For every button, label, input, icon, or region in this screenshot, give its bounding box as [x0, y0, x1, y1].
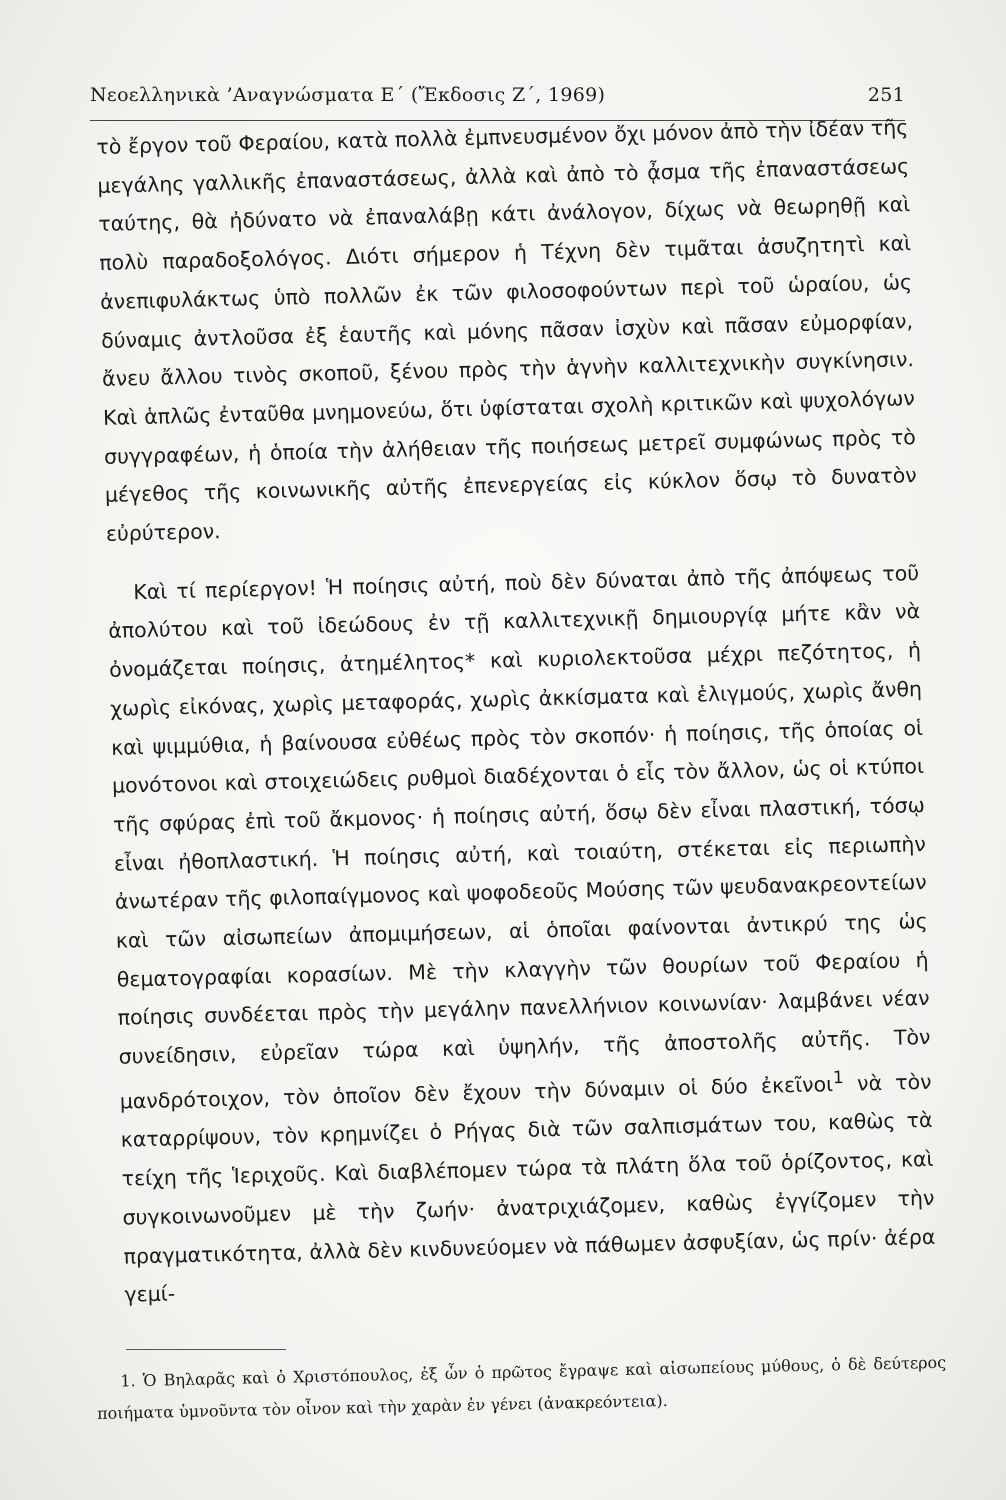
paragraph-2: [107, 554, 937, 1315]
running-head: [90, 84, 905, 106]
paragraph-2-text-end: νὰ τὸν καταρρίψουν, τὸν κρημνίζει ὁ Ρήγας διὰ τῶν σαλπισμάτων του, καθὼς τὰ τείχη τῆς Ἱεριχοῦς. Καὶ διαβλέπομεν τώρα τὰ πλάτη ὅλα τοῦ ὁρίζοντος, καὶ συγκοινωνοῦμεν μὲ τὴν ζωήν· ἀνατριχιάζομεν, καθὼς ἐγγίζομεν τὴν πραγματικότητα, ἀλλὰ δὲν κινδυνεύομεν νὰ πάθωμεν ἀσφυξίαν, ὡς πρίν· ἀέρα γεμί-: [120, 1069, 936, 1307]
footnote-rule: [126, 1349, 286, 1350]
paragraph-1: τὸ ἔργον τοῦ Φεραίου, κατὰ πολλὰ ἐμπνευσμένον ὄχι μόνον ἀπὸ τὴν ἰδέαν τῆς μεγάλης γαλλικῆς ἐπαναστάσεως, ἀλλὰ καὶ ἀπὸ τὸ ᾆσμα τῆς ἐπαναστάσεως ταύτης, θὰ ἠδύνατο νὰ ἐπαναλάβῃ κάτι ἀνάλογον, δίχως νὰ θεωρηθῇ καὶ πολὺ παραδοξολόγος. Διότι σήμερον ἡ Τέχνη δὲν τιμᾶται ἀσυζητητὶ καὶ ἀνεπιφυλάκτως ὑπὸ πολλῶν ἐκ τῶν φιλοσοφούντων περὶ τοῦ ὡραίου, ὡς δύναμις ἀντλοῦσα ἐξ ἑαυτῆς καὶ μόνης πᾶσαν ἰσχὺν καὶ πᾶσαν εὐμορφίαν, ἄνευ ἄλλου τινὸς σκοποῦ, ξένου πρὸς τὴν ἁγνὴν καλλιτεχνικὴν συγκίνησιν. Καὶ ἁπλῶς ἐνταῦθα μνημονεύω, ὅτι ὑφίσταται σχολὴ κριτικῶν καὶ ψυχολόγων συγγραφέων, ἡ ὁποία τὴν ἀλήθειαν τῆς ποιήσεως μετρεῖ συμφώνως πρὸς τὸ μέγεθος τῆς κοινωνικῆς αὐτῆς ἐπενεργείας εἰς κύκλον ὅσῳ τὸ δυνατὸν εὐρύτερον.: [96, 115, 918, 546]
footnote: [96, 1347, 947, 1430]
page-number: 251: [867, 84, 905, 106]
body-text: [96, 108, 937, 1314]
running-head-title: Νεοελληνικὰ ’Αναγνώσματα Ε΄ (Ἔκδοσις Ζ΄, 1969): [90, 84, 606, 106]
footnote-text: 1. Ὁ Βηλαρᾶς καὶ ὁ Χριστόπουλος, ἐξ ὧν ὁ πρῶτος ἔγραψε καὶ αἰσωπείους μύθους, ὁ δὲ δεύτερος ποιήματα ὑμνοῦντα τὸν οἶνον καὶ τὴν χαρὰν ἐν γένει (ἀνακρεόντεια).: [96, 1352, 947, 1423]
paragraph-2-text: Καὶ τί περίεργον! Ἡ ποίησις αὐτή, ποὺ δὲν δύναται ἀπὸ τῆς ἀπόψεως τοῦ ἀπολύτου καὶ τοῦ ἰδεώδους ἐν τῇ καλλιτεχνικῇ δημιουργίᾳ μήτε κἂν νὰ ὀνομάζεται ποίησις, ἀτημέλητος* καὶ κυριολεκτοῦσα μέχρι πεζότητος, ἡ χωρὶς εἰκόνας, χωρὶς μεταφοράς, χωρὶς ἀκκίσματα καὶ ἑλιγμούς, χωρὶς ἄνθη καὶ ψιμμύθια, ἡ βαίνουσα εὐθέως πρὸς τὸν σκοπόν· ἡ ποίησις, τῆς ὁποίας οἱ μονότονοι καὶ στοιχειώδεις ρυθμοὶ διαδέχονται ὁ εἷς τὸν ἄλλον, ὡς οἱ κτύποι τῆς σφύρας ἐπὶ τοῦ ἄκμονος· ἡ ποίησις αὐτή, ὅσῳ δὲν εἶναι πλαστική, τόσῳ εἶναι ἠθοπλαστική. Ἡ ποίησις αὐτή, καὶ τοιαύτη, στέκεται εἰς περιωπὴν ἀνωτέραν τῆς φιλοπαίγμονος καὶ ψοφοδεοῦς Μούσης τῶν ψευδανακρεοντείων καὶ τῶν αἰσωπείων ἀπομιμήσεων, αἱ ὁποῖαι φαίνονται ἀντικρύ της ὡς θεματογραφίαι κορασίων. Μὲ τὴν κλαγγὴν τῶν θουρίων τοῦ Φεραίου ἡ ποίησις συνδέεται πρὸς τὴν μεγάλην πανελλήνιον κοινωνίαν· λαμβάνει νέαν συνείδησιν, εὐρεῖαν τώρα καὶ ὑψηλήν, τῆς ἀποστολῆς αὐτῆς. Τὸν μανδρότοιχον, τὸν ὁποῖον δὲν ἔχουν τὴν δύναμιν οἱ δύο ἐκεῖνοι: [108, 560, 931, 1114]
footnote-marker: 1: [832, 1067, 845, 1089]
